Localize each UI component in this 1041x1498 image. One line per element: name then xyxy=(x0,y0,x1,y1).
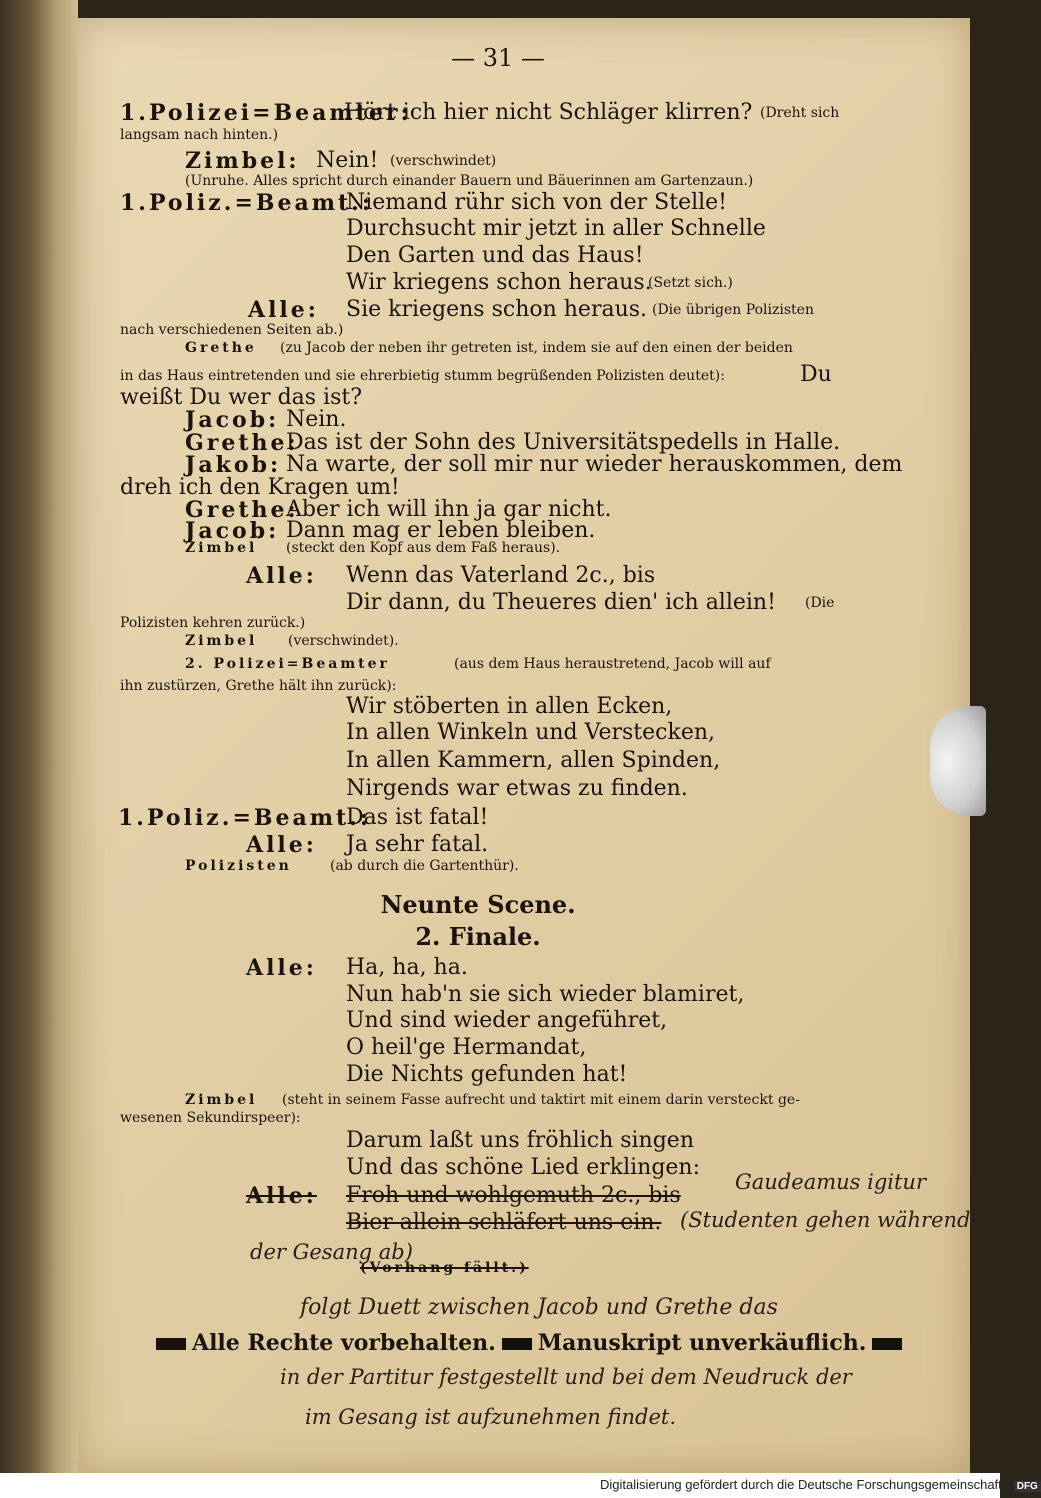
speaker-name: Zimbel: xyxy=(185,148,300,174)
page-clip-tab xyxy=(930,706,986,816)
text-line: Das ist fatal! xyxy=(346,805,489,830)
stage-direction: (Dreht sich xyxy=(760,105,840,121)
text-line: Wenn das Vaterland 2c., bis xyxy=(346,563,656,588)
speaker-name: Jakob: xyxy=(185,452,282,478)
manuscript-note: Manuskript unverkäuflich. xyxy=(537,1330,867,1356)
text-line: (zu Jacob der neben ihr getreten ist, indem sie auf den einen der beiden xyxy=(280,340,793,356)
dfg-logo-icon: DFG xyxy=(1014,1481,1041,1492)
speaker-name: Grethe: xyxy=(185,430,299,456)
text-line: Polizisten kehren zurück.) xyxy=(120,615,306,631)
stage-direction: (Die übrigen Polizisten xyxy=(652,302,814,318)
text-line: (aus dem Haus heraustretend, Jacob will auf xyxy=(454,656,771,672)
text-line: Sie kriegens schon heraus. xyxy=(346,297,648,322)
text-line: nach verschiedenen Seiten ab.) xyxy=(120,322,344,338)
text-line: Durchsucht mir jetzt in aller Schnelle xyxy=(346,216,766,241)
page-number: — 31 — xyxy=(451,44,545,72)
text-line: In allen Kammern, allen Spinden, xyxy=(346,748,721,773)
scene-heading: Neunte Scene. xyxy=(380,890,576,919)
speaker-name: 1.Polizei=Beamter: xyxy=(120,100,412,126)
speaker-name: Polizisten xyxy=(185,858,292,874)
handwritten-note: (Studenten gehen während xyxy=(680,1208,971,1232)
black-block-icon xyxy=(156,1338,186,1350)
text-line: Wir kriegens schon heraus. xyxy=(346,270,652,295)
text-line: dreh ich den Kragen um! xyxy=(120,475,400,500)
text-line: Die Nichts gefunden hat! xyxy=(346,1062,628,1087)
text-line: Dir dann, du Theueres dien' ich allein! xyxy=(346,590,776,615)
speaker-name: Alle: xyxy=(246,563,317,589)
speaker-name: Alle: xyxy=(246,955,317,981)
text-line: Nein. xyxy=(286,407,347,432)
text-line: Nun hab'n sie sich wieder blamiret, xyxy=(346,982,745,1007)
handwritten-note: folgt Duett zwischen Jacob und Grethe das xyxy=(300,1295,778,1320)
stage-direction: (Setzt sich.) xyxy=(648,275,733,291)
text-line: Nirgends war etwas zu finden. xyxy=(346,776,688,801)
text-line: wesenen Sekundirspeer): xyxy=(120,1110,301,1126)
text-line: Dann mag er leben bleiben. xyxy=(286,518,596,543)
speaker-name: 2. Polizei=Beamter xyxy=(185,656,390,672)
text-line: ihn zustürzen, Grethe hält ihn zurück): xyxy=(120,678,397,694)
text-line: langsam nach hinten.) xyxy=(120,127,279,143)
speaker-name: Zimbel xyxy=(185,1092,258,1108)
handwritten-note: Gaudeamus igitur xyxy=(735,1170,926,1194)
text-line: Und sind wieder angeführet, xyxy=(346,1008,668,1033)
speaker-name: Alle: xyxy=(246,832,317,858)
footer-credit xyxy=(600,1477,1041,1492)
speaker-name: Zimbel xyxy=(185,540,258,556)
text-line: Ha, ha, ha. xyxy=(346,955,468,980)
scan-binding-edge xyxy=(0,0,78,1498)
struck-line: Bier allein schläfert uns ein. xyxy=(346,1210,662,1235)
text-line: Niemand rühr sich von der Stelle! xyxy=(346,190,728,215)
text-line: (ab durch die Gartenthür). xyxy=(330,858,519,874)
text-line: Nein! xyxy=(316,148,379,173)
text-line: Darum laßt uns fröhlich singen xyxy=(346,1128,694,1153)
struck-speaker: Alle: xyxy=(246,1183,317,1209)
text-line: (verschwindet). xyxy=(288,633,399,649)
text-line: In allen Winkeln und Verstecken, xyxy=(346,720,716,745)
text-line: Und das schöne Lied erklingen: xyxy=(346,1155,701,1180)
speaker-name: Grethe xyxy=(185,340,257,356)
speaker-name: Jacob: xyxy=(185,407,280,433)
rights-reserved: Alle Rechte vorbehalten. xyxy=(192,1330,496,1356)
speaker-name: Grethe: xyxy=(185,497,299,523)
text-line: in das Haus eintretenden und sie ehrerbietig stumm begrüßenden Polizisten deutet): xyxy=(120,368,725,384)
rights-line xyxy=(150,1330,908,1356)
handwritten-note: in der Partitur festgestellt und bei dem Neudruck der xyxy=(280,1365,852,1389)
text-line: Ja sehr fatal. xyxy=(346,832,489,857)
stage-direction: (Die xyxy=(805,595,835,611)
speaker-name: 1.Poliz.=Beamt.: xyxy=(118,805,371,831)
footer-text: Digitalisierung gefördert durch die Deutsche Forschungsgemeinschaft · xyxy=(600,1477,1010,1492)
text-line: (steckt den Kopf aus dem Faß heraus). xyxy=(286,540,561,556)
handwritten-note: im Gesang ist aufzunehmen findet. xyxy=(305,1405,676,1429)
speaker-name: Jacob: xyxy=(185,518,280,544)
black-block-icon xyxy=(502,1338,532,1350)
struck-line: Froh und wohlgemuth 2c., bis xyxy=(346,1183,681,1208)
text-line: Das ist der Sohn des Universitätspedells in Halle. xyxy=(286,430,841,455)
black-block-icon xyxy=(872,1338,902,1350)
text-line: Den Garten und das Haus! xyxy=(346,243,644,268)
text-line-end: Du xyxy=(800,362,832,387)
text-line: weißt Du wer das ist? xyxy=(120,385,363,410)
text-line: Na warte, der soll mir nur wieder herauskommen, dem xyxy=(286,452,903,477)
stage-direction: (verschwindet) xyxy=(390,153,497,169)
handwritten-note: der Gesang ab) xyxy=(250,1240,413,1264)
speaker-name: Zimbel xyxy=(185,633,258,649)
struck-curtain: (Vorhang fällt.) xyxy=(360,1260,529,1276)
speaker-name: 1.Poliz.=Beamt.: xyxy=(120,190,373,216)
speaker-name: Alle: xyxy=(248,297,319,323)
text-line: Wir stöberten in allen Ecken, xyxy=(346,694,673,719)
finale-heading: 2. Finale. xyxy=(415,922,541,951)
text-line: (steht in seinem Fasse aufrecht und taktirt mit einem darin versteckt ge- xyxy=(282,1092,800,1108)
text-line: (Unruhe. Alles spricht durch einander Bauern und Bäuerinnen am Gartenzaun.) xyxy=(185,173,754,189)
text-line: Hört ich hier nicht Schläger klirren? xyxy=(344,100,753,125)
text-line: Aber ich will ihn ja gar nicht. xyxy=(286,497,612,522)
text-line: O heil'ge Hermandat, xyxy=(346,1035,587,1060)
